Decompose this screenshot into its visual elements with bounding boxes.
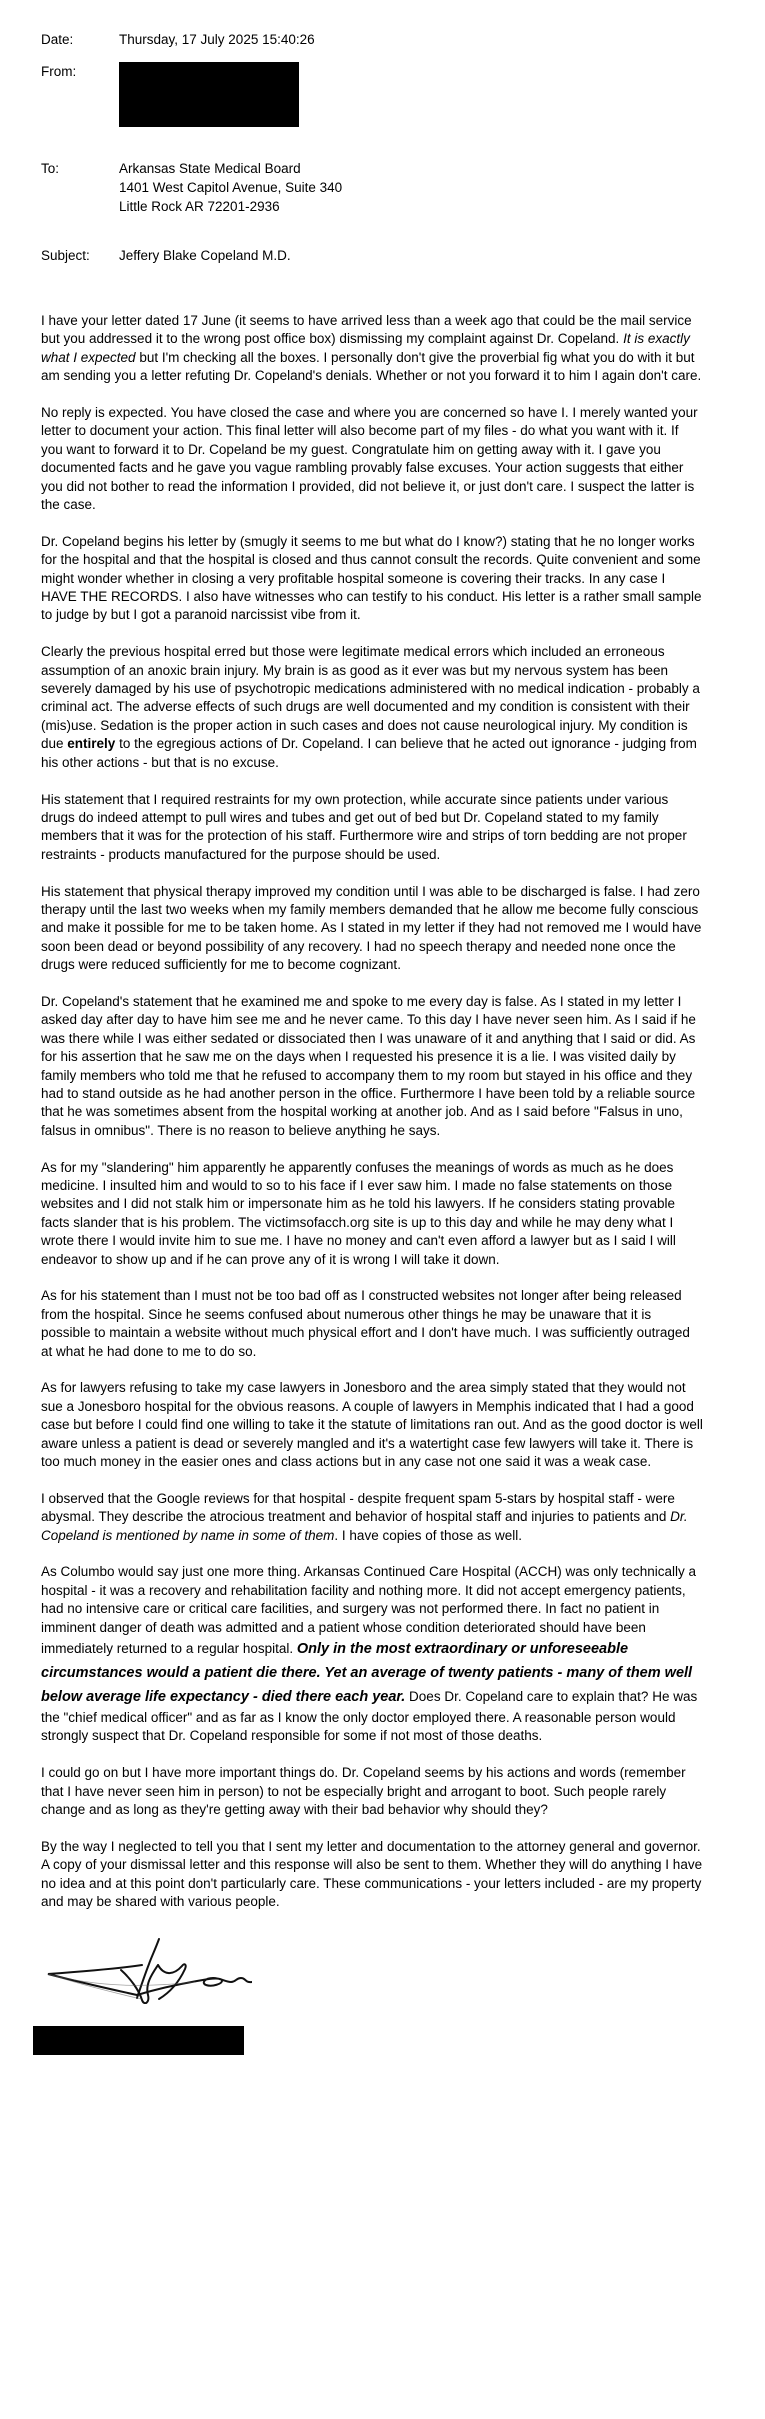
paragraph xyxy=(41,533,703,625)
text-run: I observed that the Google reviews for that hospital - despite frequent spam 5-stars by hospital staff - were abysmal. They describe the atrocious treatment and behavior of hospital staff and injuries to patients and xyxy=(41,1490,675,1525)
to-address-line: Arkansas State Medical Board xyxy=(119,161,301,176)
paragraph xyxy=(41,404,703,514)
text-run: By the way I neglected to tell you that I sent my letter and documentation to the attorney general and governor. A copy of your dismissal letter and this response will also be sent to them. Whether they will do anything I have no idea and at this point don't particularly care. These communications - your letters included - are my property and may be shared with various people. xyxy=(41,1838,703,1910)
subject-row xyxy=(41,246,765,265)
to-address-line: Little Rock AR 72201-2936 xyxy=(119,199,280,214)
paragraph xyxy=(41,1287,703,1361)
paragraph xyxy=(41,1838,703,1912)
to-address xyxy=(119,159,342,216)
text-run: I could go on but I have more important things do. Dr. Copeland seems by his actions and words (remember that I have never seen him in person) to not be especially bright and arrogant to boot. Such people rarely change and as long as they're getting away with their bad behavior why should they? xyxy=(41,1765,686,1818)
paragraph xyxy=(41,1764,703,1819)
paragraph xyxy=(41,1159,703,1269)
paragraph xyxy=(41,643,703,772)
to-label: To: xyxy=(41,161,60,176)
to-row xyxy=(41,159,765,216)
date-label: Date: xyxy=(41,32,74,47)
text-run: . I have copies of those as well. xyxy=(334,1527,523,1543)
redacted-sender-block xyxy=(119,62,299,127)
text-run: As for his statement than I must not be too bad off as I constructed websites not longer after being released from the hospital. Since he seems confused about numerous other things he may be unaware that it is possible to maintain a website without much physical effort and I don't have much. I was sufficiently outraged at what he had done to me to do so. xyxy=(41,1288,690,1359)
text-run: Dr. Copeland is mentioned by name in some of them xyxy=(41,1509,688,1543)
text-run: Dr. Copeland begins his letter by (smugly it seems to me but what do I know?) stating that he no longer works for the hospital and that the hospital is closed and thus cannot consult the records. Quite convenient and some might wonder whether in closing a very profitable hospital someone is covering their tracks. In any case I HAVE THE RECORDS. I also have witnesses who can testify to his conduct. His letter is a rather small sample to judge by but I got a paranoid narcissist vibe from it. xyxy=(41,533,702,623)
subject-value: Jeffery Blake Copeland M.D. xyxy=(119,248,291,263)
paragraph xyxy=(41,791,703,865)
paragraph xyxy=(41,1490,703,1545)
text-run: His statement that I required restraints for my own protection, while accurate since patients under various drugs do indeed attempt to pull wires and tubes and get out of bed but Dr. Copeland stated to my family members that it was for the protection of his staff. Furthermore wire and strips of torn bedding are not proper restraints - products manufactured for the purpose should be used. xyxy=(41,791,687,862)
text-run: As for lawyers refusing to take my case lawyers in Jonesboro and the area simply stated that they would not sue a Jonesboro hospital for the obvious reasons. A couple of lawyers in Memphis indicated that I had a good case but before I could find one willing to take it the statute of limitations ran out. And as the good doctor is well aware unless a patient is dead or severely mangled and it's a watertight case few lawyers will take it. There is too much money in the easier ones and class actions but in any case not one said it was a weak case. xyxy=(41,1380,703,1470)
paragraph xyxy=(41,883,703,975)
signature-scribble xyxy=(45,1936,252,2004)
letter-header xyxy=(0,0,765,265)
text-run: As for my "slandering" him apparently he apparently confuses the meanings of words as much as he does medicine. I insulted him and would to so to his face if I ever saw him. I made no false statements on those websites and I did not stalk him or impersonate him as he told his lawyers. If he considers stating provable facts slander that is his problem. The victimsofacch.org site is up to this day and while he may deny what I wrote there I would invite him to sue me. I have no money and can't even afford a lawyer but as I said I will endeavor to show up and if he can prove any of it is wrong I will take it down. xyxy=(41,1159,676,1267)
text-run: Clearly the previous hospital erred but those were legitimate medical errors which included an erroneous assumption of an anoxic brain injury. My brain is as good as it ever was but my nervous system has been severely damaged by his use of psychotropic medications administered with no medical indication - probably a criminal act. The adverse effects of such drugs are well documented and my condition is consistent with their (mis)use. Sedation is the proper action in such cases and does not cause neurological injury. My condition is due xyxy=(41,644,700,752)
text-run: No reply is expected. You have closed the case and where you are concerned so have I. I merely wanted your letter to document your action. This final letter will also become part of my files - do what you want with it. If you want to forward it to Dr. Copeland be my guest. Congratulate him on getting away with it. I gave you documented facts and he gave you vague rambling provably false excuses. Your action suggests that either you did not bother to read the information I provided, did not believe it, or just don't care. I suspect the latter is the case. xyxy=(41,405,698,513)
redacted-name-block xyxy=(33,2026,244,2055)
paragraph xyxy=(41,312,703,386)
text-run: As Columbo would say just one more thing. Arkansas Continued Care Hospital (ACCH) was only technically a hospital - it was a recovery and rehabilitation facility and nothing more. It did not accept emergency patients, had no intensive care or critical care facilities, and surgery was not performed there. In fact no patient in imminent danger of death was admitted and a patient whose condition deteriorated should have been immediately returned to a regular hospital. xyxy=(41,1564,697,1657)
text-run: to the egregious actions of Dr. Copeland. I can believe that he acted out ignorance - judging from his other actions - but that is no excuse. xyxy=(41,736,697,770)
to-address-line: 1401 West Capitol Avenue, Suite 340 xyxy=(119,180,343,195)
subject-label: Subject: xyxy=(41,248,90,263)
text-run: but I'm checking all the boxes. I personally don't give the proverbial fig what you do with it but am sending you a letter refuting Dr. Copeland's denials. Whether or not you forward it to him I again don't care. xyxy=(41,349,702,384)
paragraph xyxy=(41,1379,703,1471)
text-run: Only in the most extraordinary or unforeseeable circumstances would a patient die there. Yet an average of twenty patients - many of them well below average life expectancy - died there each year. xyxy=(41,1641,693,1706)
text-run: It is exactly what I expected xyxy=(41,331,690,365)
date-value: Thursday, 17 July 2025 15:40:26 xyxy=(119,32,315,47)
date-row xyxy=(41,30,765,49)
text-run: entirely xyxy=(67,736,116,752)
signature-icon xyxy=(45,1936,252,2004)
from-row xyxy=(41,62,765,127)
text-run: Dr. Copeland's statement that he examined me and spoke to me every day is false. As I stated in my letter I asked day after day to have him see me and he never came. To this day I have never seen him. As I said if he was there while I was either sedated or dissociated then I was unaware of it and anything that I said or did. As for his assertion that he saw me on the days when I requested his presence it is a lie. I was visited daily by family members who told me that he refused to accompany them to my room but stayed in his office and they had to stand outside as he had another person in the office. Furthermore I have been told by a reliable source that he was sometimes absent from the hospital working at another job. And as I said before "Falsus in uno, falsus in omnibus". There is no reason to believe anything he says. xyxy=(41,993,696,1138)
from-label: From: xyxy=(41,64,77,79)
text-run: His statement that physical therapy improved my condition until I was able to be discharged is false. I had zero therapy until the last two weeks when my family members demanded that he allow me become fully conscious and make it possible for me to be taken home. As I stated in my letter if they had not removed me I would have soon been dead or beyond possibility of any recovery. I had no speech therapy and needed none once the drugs were reduced sufficiently for me to become cognizant. xyxy=(41,883,702,973)
letter-body xyxy=(41,312,703,1912)
paragraph xyxy=(41,993,703,1140)
paragraph xyxy=(41,1563,703,1745)
text-run: I have your letter dated 17 June (it seems to have arrived less than a week ago that could be the mail service but you addressed it to the wrong post office box) dismissing my complaint against Dr. Copeland. xyxy=(41,313,692,347)
text-run: Does Dr. Copeland care to explain that? He was the "chief medical officer" and as far as I know the only doctor employed there. A reasonable person would strongly suspect that Dr. Copeland responsible for some if not most of those deaths. xyxy=(41,1689,698,1744)
